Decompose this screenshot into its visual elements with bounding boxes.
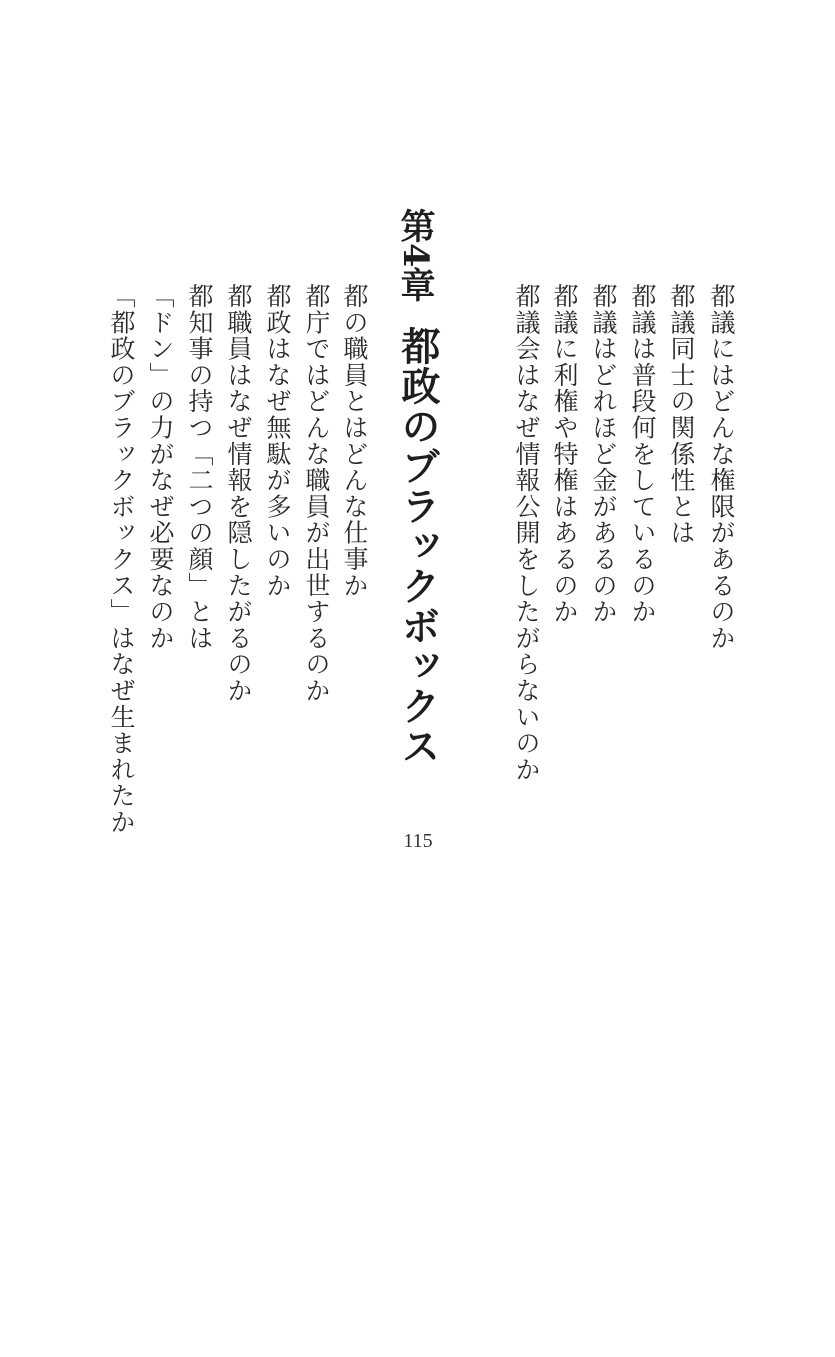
toc-entry: 都議はどれほど金があるのか bbox=[589, 283, 618, 625]
toc-entry: 都知事の持つ「二つの顔」とは bbox=[185, 283, 214, 652]
toc-entry: 都議同士の関係性とは bbox=[667, 283, 696, 546]
chapter-title: 都政のブラックボックス bbox=[395, 326, 441, 766]
page-number: 115 bbox=[403, 830, 433, 852]
toc-entry: 都の職員とはどんな仕事か bbox=[340, 283, 369, 599]
toc-entry: 都議会はなぜ情報公開をしたがらないのか bbox=[512, 283, 541, 783]
toc-entry: 都議に利権や特権はあるのか bbox=[550, 283, 579, 625]
toc-entry: 「都政のブラックボックス」はなぜ生まれたか bbox=[107, 283, 136, 836]
toc-entry: 「ドン」の力がなぜ必要なのか bbox=[146, 283, 175, 652]
toc-entry: 都庁ではどんな職員が出世するのか bbox=[302, 283, 331, 704]
toc-entry: 都職員はなぜ情報を隠したがるのか bbox=[224, 283, 253, 704]
chapter-label: 第4章 bbox=[395, 208, 436, 303]
toc-entry: 都議は普段何をしているのか bbox=[628, 283, 657, 625]
toc-entry: 都政はなぜ無駄が多いのか bbox=[263, 283, 292, 599]
toc-entry: 都議にはどんな権限があるのか bbox=[707, 283, 736, 652]
